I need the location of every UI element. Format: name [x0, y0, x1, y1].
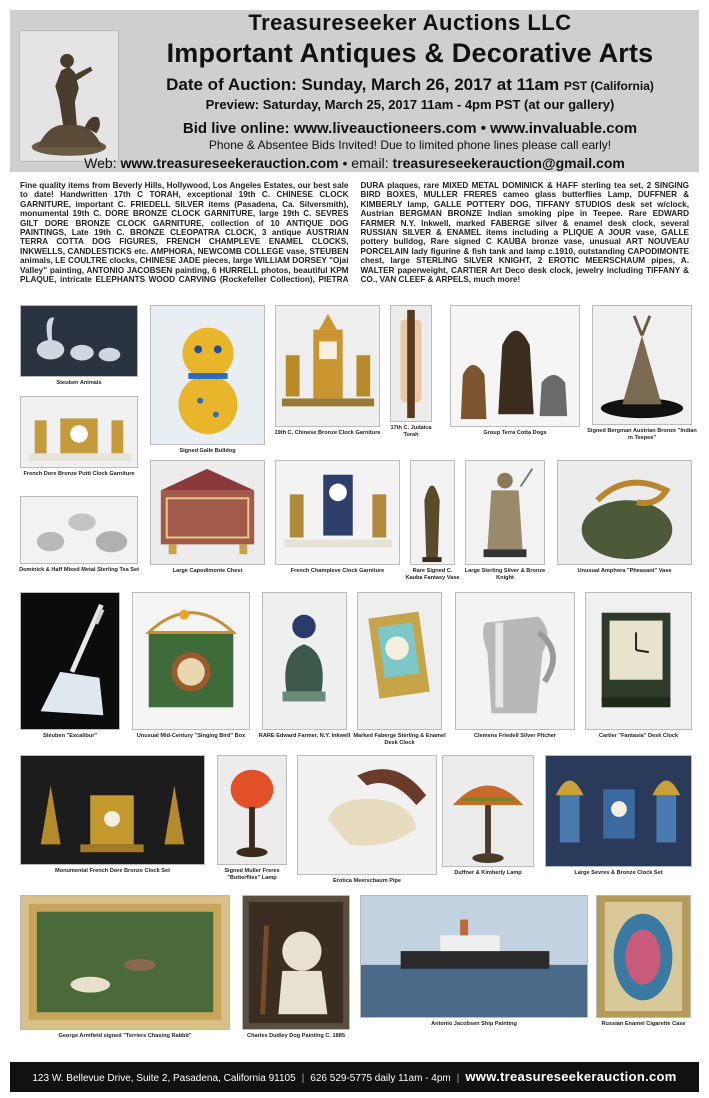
item-photo[interactable]	[242, 895, 350, 1030]
item-photo[interactable]	[596, 895, 691, 1018]
item-photo[interactable]	[20, 396, 138, 468]
item-photo[interactable]	[455, 592, 575, 730]
web-contact-line	[10, 154, 699, 172]
item-photo[interactable]	[275, 305, 380, 427]
cartier-clock-icon	[586, 593, 691, 729]
auction-item[interactable]	[20, 305, 138, 392]
item-caption: George Armfield signed "Terriers Chasing Rabbit"	[58, 1033, 192, 1039]
item-photo[interactable]	[132, 592, 250, 730]
item-caption: Signed Bergman Austrian Bronze "Indian in Teepee"	[587, 428, 697, 441]
item-caption: Group Terra Cotta Dogs	[483, 430, 547, 436]
item-photo[interactable]	[262, 592, 347, 730]
auction-item[interactable]	[275, 305, 380, 448]
item-caption: Rare Signed C. Kauba Fantasy Vase	[405, 568, 460, 581]
torah-icon	[391, 306, 431, 421]
auction-timezone: PST (California)	[563, 79, 654, 93]
company-name: Treasureseeker Auctions LLC	[248, 10, 572, 35]
item-caption: Signed Muller Freres "Butterflies" Lamp	[224, 868, 280, 881]
auction-item[interactable]	[442, 755, 534, 880]
sevres-clock-icon	[546, 756, 691, 866]
item-photo[interactable]	[217, 755, 287, 865]
item-caption: Cartier "Fantasia" Desk Clock	[598, 733, 679, 739]
item-caption: Large Sevres & Bronze Clock Set	[574, 870, 663, 876]
auction-item[interactable]	[450, 305, 580, 446]
bulldog-icon	[151, 306, 264, 444]
item-photo[interactable]	[545, 755, 692, 867]
item-caption: Large Sterling Silver & Bronze Knight	[464, 568, 546, 581]
email-link[interactable]: treasureseekerauction@gmail.com	[392, 155, 625, 171]
bronze-statue-logo	[19, 30, 119, 162]
auction-item[interactable]	[465, 460, 545, 586]
email-label: • email:	[342, 155, 389, 171]
item-photo[interactable]	[357, 592, 442, 730]
inkwell-icon	[263, 593, 346, 729]
item-photo[interactable]	[592, 305, 692, 425]
item-caption: French Champleve Clock Garniture	[290, 568, 385, 574]
item-caption: Marked Faberge Sterling & Enamel Desk Clock	[353, 733, 446, 746]
header-banner	[10, 10, 699, 172]
footer-phone: 626 529-5775 daily 11am - 4pm	[310, 1073, 451, 1084]
auction-item[interactable]	[258, 592, 351, 751]
auction-item[interactable]	[585, 592, 692, 745]
knight-icon	[466, 461, 544, 564]
item-photo[interactable]	[450, 305, 580, 427]
auction-item[interactable]	[132, 592, 250, 745]
item-caption: Antonio Jacobsen Ship Painting	[431, 1021, 517, 1027]
item-photo[interactable]	[410, 460, 455, 565]
item-caption: Russian Enamel Cigarette Case	[601, 1021, 686, 1027]
item-photo[interactable]	[465, 460, 545, 565]
auction-item[interactable]	[587, 305, 697, 446]
amphora-icon	[558, 461, 691, 564]
item-caption: Dominick & Haff Mixed Metal Sterling Tea Set	[19, 567, 139, 573]
auction-item[interactable]	[275, 460, 400, 580]
sword-icon	[21, 593, 119, 729]
item-photo[interactable]	[442, 755, 534, 867]
phone-bids-note: Phone & Absentee Bids Invited! Due to limited phone lines please call early!	[208, 138, 612, 152]
dog-painting-icon	[243, 896, 349, 1029]
auction-title: Important Antiques & Decorative Arts	[166, 38, 654, 68]
auction-item[interactable]	[20, 396, 138, 485]
bird-box-icon	[133, 593, 249, 729]
item-caption: Large Capodimonte Chest	[172, 568, 243, 574]
auction-date-text: Date of Auction: Sunday, March 26, 2017 at 11am	[166, 75, 560, 94]
auction-item[interactable]	[557, 460, 692, 580]
item-photo[interactable]	[297, 755, 437, 875]
lamp-icon	[218, 756, 286, 864]
item-caption: 19th C. Chinese Bronze Clock Garniture	[274, 430, 381, 436]
item-caption: Charles Dudley Dog Painting C. 1885	[247, 1033, 345, 1039]
footer-address: 123 W. Bellevue Drive, Suite 2, Pasadena, California 91105	[32, 1073, 296, 1084]
desk-clock-icon	[358, 593, 441, 729]
chinese-clock-icon	[276, 306, 379, 426]
item-photo[interactable]	[275, 460, 400, 565]
auction-item[interactable]	[150, 305, 265, 462]
website-link[interactable]: www.treasureseekerauction.com	[120, 155, 339, 171]
auction-date	[130, 74, 690, 97]
cigarette-case-icon	[597, 896, 690, 1017]
auction-item[interactable]	[20, 496, 138, 583]
auction-description: Fine quality items from Beverly Hills, Hollywood, Los Angeles Estates, our best sale to date! Handwritten 17th C TORAH, exceptional 19th C. CHINESE CLOCK GARNITURE, important C. FRIEDELL SILVER items (Pasadena, Ca. Silversmith), monumental 19th C. DORE BRONZE CLOCK GARNITURE, large 19th C. SEVRES GILT DORE BRONZE CLOCK GARNITURE, collection of 10 ANTIQUE DOG PAINTINGS, Late 19th C. BRONZE CLEOPATRA CLOCK, 3 antique AUSTRIAN TERRA COTTA DOG FIGURES, FRENCH CHAMPLEVE ENAMEL CLOCKS, INKWELLS, CANDLESTICKS etc. AMPHORA, NEWCOMB COLLEGE vase, STEUBEN animals, LE COULTRE clocks, CHINESE JADE pieces, large WILLIAM DORSEY "Ojai Valley" painting, ANTONIO JACOBSEN painting, 6 HURRELL photos, beautiful KPM PLAQUE, intricate ELEPHANTS WOOD CARVING (Rockefeller Collection), PIETRA DURA plaques, rare MIXED METAL DOMINICK & HAFF sterling tea set, 2 SINGING BIRD BOXES, MULLER FRERES cameo glass butterflies Lamp, DUFFNER & KIMBERLY lamp, GALLE POTTERY DOG, TIFFANY STUDIOS desk set w/clock, Austrian BERGMAN BRONZE Indian smoking pipe in Teepee. Rare EDWARD FARMER N.Y. Inkwell, marked FABERGE silver & enamel desk clock, several RUSSIAN SILVER & ENAMEL items including a PLIQUE A JOUR vase, GALLE pottery bulldog, Rare signed C KAUBA bronze vase, unusual ART NOUVEAU PORCELAIN lady figurine & fish tank and lamp c.1910, outstanding CAPODIMONTE chest, large STERLING SILVER KNIGHT, 2 EROTIC MEERSCHAUM pipes, A. WALTER paperweight, CARTIER Art Deco desk clock, jewelry including TIFFANY & CO., VAN CLEEF & ARPELS, much more!	[20, 181, 689, 285]
chest-icon	[151, 461, 264, 564]
footer-bar	[10, 1062, 699, 1092]
item-photo[interactable]	[20, 496, 138, 564]
item-caption: Unusual Amphora "Pheasant" Vase	[577, 568, 672, 574]
footer-website-link[interactable]: www.treasureseekerauction.com	[465, 1069, 677, 1084]
auction-item[interactable]	[20, 755, 205, 878]
item-photo[interactable]	[557, 460, 692, 565]
auction-item[interactable]	[20, 895, 230, 1045]
champleve-clock-icon	[276, 461, 399, 564]
ship-icon	[361, 896, 587, 1017]
auction-item[interactable]	[405, 460, 460, 586]
auction-item[interactable]	[20, 592, 120, 749]
web-label: Web:	[84, 155, 117, 171]
item-caption: French Dore Bronze Putti Clock Garniture	[23, 471, 135, 477]
item-caption: Monumental French Dore Bronze Clock Set	[55, 868, 170, 874]
pitcher-icon	[456, 593, 574, 729]
item-caption: Clemens Friedell Silver Pitcher	[473, 733, 557, 739]
item-photo[interactable]	[150, 305, 265, 445]
auction-item[interactable]	[217, 755, 287, 888]
leaded-lamp-icon	[443, 756, 533, 866]
footer-separator: |	[456, 1073, 460, 1084]
preview-date: Preview: Saturday, March 25, 2017 11am - 4pm PST (at our gallery)	[205, 97, 615, 112]
item-photo[interactable]	[390, 305, 432, 422]
auction-item[interactable]	[545, 755, 692, 880]
auction-item[interactable]	[353, 592, 446, 751]
item-photo[interactable]	[20, 305, 138, 377]
teepee-icon	[593, 306, 691, 424]
bid-live-links[interactable]: Bid live online: www.liveauctioneers.com • www.invaluable.com	[182, 120, 638, 137]
item-caption: Unusual Mid-Century "Singing Bird" Box	[136, 733, 246, 739]
item-caption: 17th C. Judaica Torah	[390, 425, 432, 438]
painting-icon	[21, 896, 229, 1029]
item-caption: Signed Galle Bulldog	[179, 448, 236, 454]
auction-item[interactable]	[596, 895, 691, 1033]
item-photo[interactable]	[360, 895, 588, 1018]
auction-item[interactable]	[150, 460, 265, 580]
auction-item[interactable]	[360, 895, 588, 1033]
vase-icon	[411, 461, 454, 564]
item-photo[interactable]	[150, 460, 265, 565]
item-photo[interactable]	[585, 592, 692, 730]
item-caption: Duffner & Kimberly Lamp	[454, 870, 522, 876]
auction-item[interactable]	[455, 592, 575, 745]
auction-item[interactable]	[242, 895, 350, 1045]
auction-item[interactable]	[297, 755, 437, 888]
tea-set-icon	[21, 497, 137, 563]
clock-garniture-icon	[21, 397, 137, 467]
item-photo[interactable]	[20, 755, 205, 865]
item-photo[interactable]	[20, 895, 230, 1030]
pipe-icon	[298, 756, 436, 874]
footer-separator: |	[301, 1073, 305, 1084]
item-photo[interactable]	[20, 592, 120, 730]
auction-item[interactable]	[390, 305, 432, 443]
dogs-icon	[451, 306, 579, 426]
item-caption: RARE Edward Farmer, N.Y. Inkwell	[258, 733, 351, 739]
item-caption: Erotica Meerschaum Pipe	[332, 878, 402, 884]
item-caption: Steuben "Excalibur"	[42, 733, 98, 739]
glass-swans-icon	[21, 306, 137, 376]
bronze-clock-set-icon	[21, 756, 204, 864]
item-caption: Steuben Animals	[56, 380, 102, 386]
statue-icon	[20, 31, 118, 161]
